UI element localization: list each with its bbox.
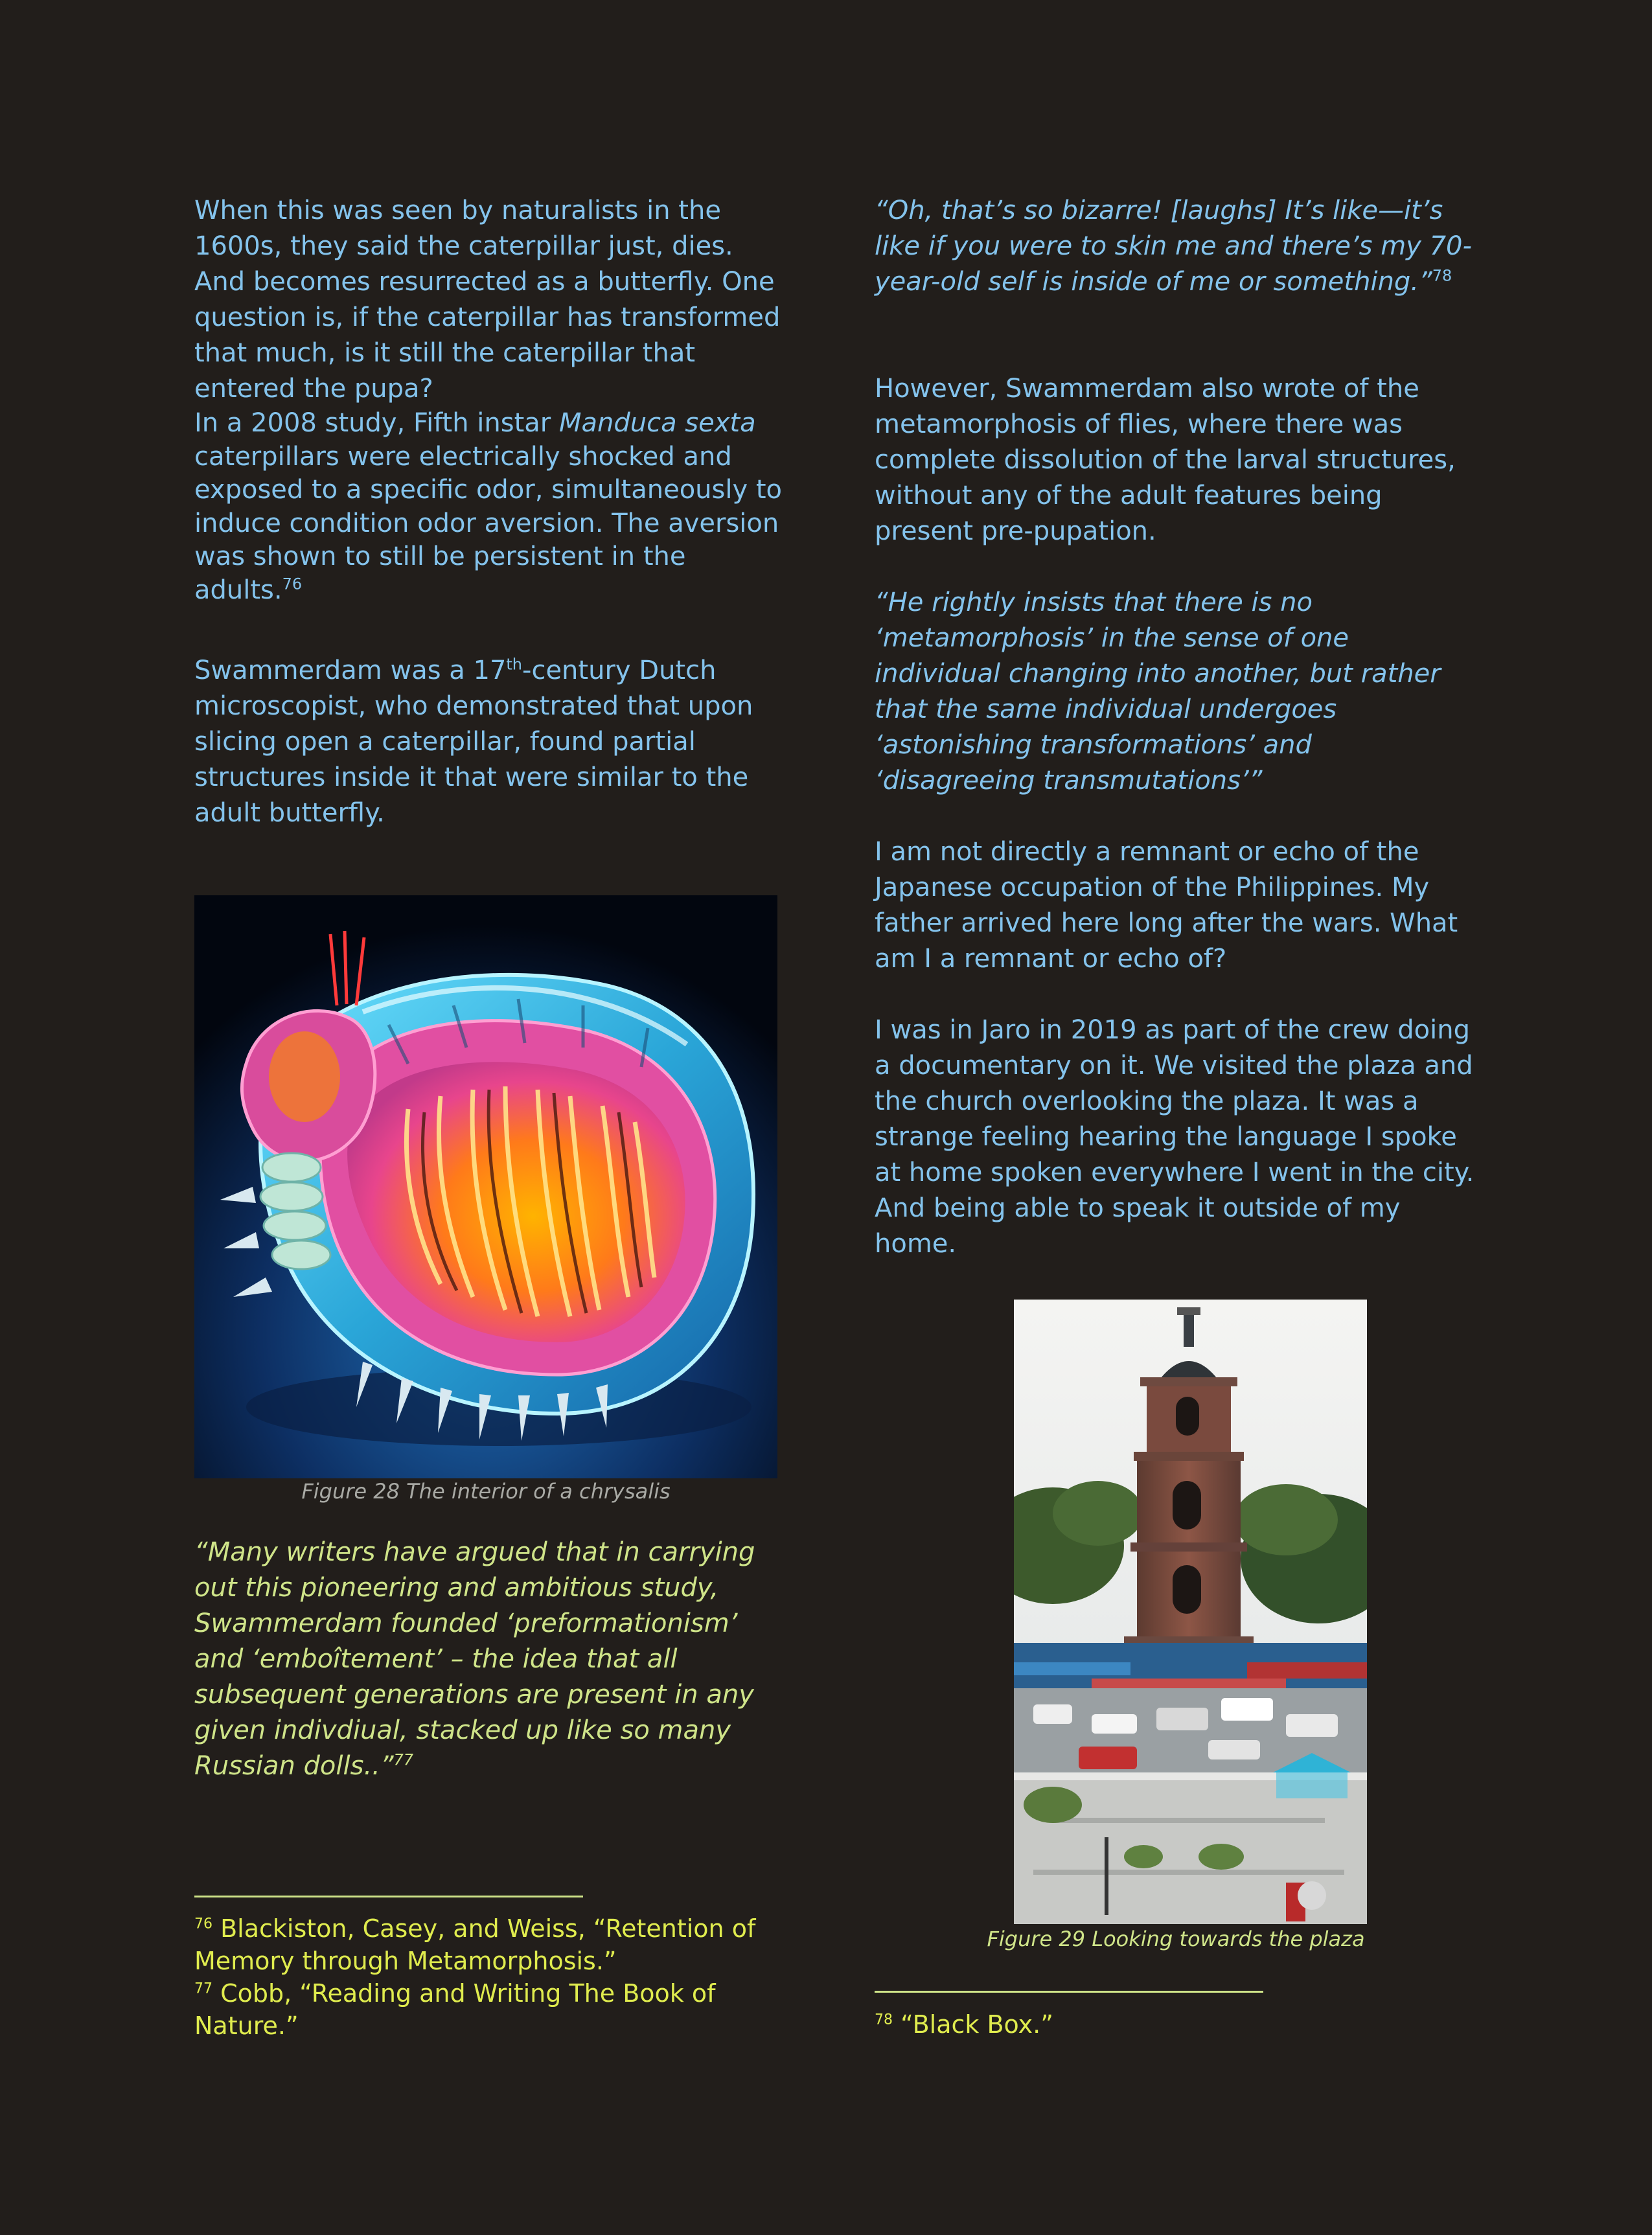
study-text-end: caterpillars were electrically shocked and exposed to a specific odor, simultaneously to induce condition odor aversion. The aversion was shown to still be persistent in the adults. bbox=[194, 441, 783, 605]
quote-preformationism-text: “Many writers have argued that in carrying out this pioneering and ambitious study, Swammerdam founded ‘preformationism’ and ‘emboîtement’ – the idea that all subsequent generations are present in any given indivdiual, stacked up like so many Russian dolls..” bbox=[194, 1537, 755, 1781]
right-column bbox=[875, 193, 1477, 1262]
footnote-divider-right bbox=[875, 1991, 1263, 1993]
footnote-76-number: 76 bbox=[194, 1916, 212, 1932]
quote-transformations: “He rightly insists that there is no ‘metamorphosis’ in the sense of one individual changing into another, but rather that the same individual undergoes ‘astonishing transformations’ and ‘disagreeing transmutations’” bbox=[875, 588, 1441, 796]
footnote-76-text: Blackiston, Casey, and Weiss, “Retention of Memory through Metamorphosis.” bbox=[194, 1914, 756, 1975]
footnote-78 bbox=[875, 2008, 1477, 2041]
footnote-77 bbox=[194, 1977, 790, 2042]
paragraph-remnant: I am not directly a remnant or echo of the Japanese occupation of the Philippines. My father arrived here long after the wars. What am I a remnant or echo of? bbox=[875, 837, 1458, 974]
chrysalis-image bbox=[194, 895, 777, 1478]
quote-bizarre bbox=[875, 193, 1477, 371]
footnote-77-number: 77 bbox=[194, 1980, 212, 1997]
footnote-76 bbox=[194, 1912, 790, 1977]
ordinal-suffix: th bbox=[506, 655, 523, 674]
footnote-78-number: 78 bbox=[875, 2012, 893, 2028]
bell-tower-photo bbox=[1014, 1300, 1367, 1924]
study-text-start: In a 2008 study, Fifth instar bbox=[194, 408, 559, 438]
species-name: Manduca sexta bbox=[558, 408, 756, 438]
swammerdam-text-start: Swammerdam was a 17 bbox=[194, 656, 507, 685]
swammerdam-text-end: -century Dutch microscopist, who demonstrated that upon slicing open a caterpillar, found partial structures inside it that were similar to the adult butterfly. bbox=[194, 656, 753, 828]
footnote-ref-76: 76 bbox=[282, 575, 303, 593]
paragraph-2008-study bbox=[194, 407, 790, 653]
footnote-ref-78: 78 bbox=[1432, 266, 1452, 285]
figure-28-caption: Figure 28 The interior of a chrysalis bbox=[301, 1479, 671, 1504]
paragraph-flies: However, Swammerdam also wrote of the metamorphosis of flies, where there was complete dissolution of the larval structures, without any of the adult features being present pre-pupation. bbox=[875, 374, 1456, 546]
paragraph-naturalists: When this was seen by naturalists in the 1600s, they said the caterpillar just, dies. And becomes resurrected as a butterfly. One question is, if the caterpillar has transformed that much, is it still the caterpillar that entered the pupa? bbox=[194, 196, 781, 404]
footnote-divider-left bbox=[194, 1896, 583, 1897]
footnote-77-text: Cobb, “Reading and Writing The Book of Nature.” bbox=[194, 1979, 716, 2040]
footnote-ref-77: 77 bbox=[393, 1750, 414, 1769]
paragraph-swammerdam bbox=[194, 653, 790, 831]
quote-preformationism bbox=[194, 1535, 790, 1784]
figure-29-caption: Figure 29 Looking towards the plaza bbox=[987, 1927, 1365, 1951]
left-column bbox=[194, 193, 790, 831]
paragraph-jaro: I was in Jaro in 2019 as part of the crew doing a documentary on it. We visited the plaza and the church overlooking the plaza. It was a strange feeling hearing the language I spoke at home spoken everywhere I went in the city. And being able to speak it outside of my home. bbox=[875, 1015, 1474, 1259]
footnotes-left bbox=[194, 1912, 790, 2042]
footnote-78-text: “Black Box.” bbox=[893, 2010, 1053, 2039]
quote-bizarre-text: “Oh, that’s so bizarre! [laughs] It’s like—it’s like if you were to skin me and there’s my 70-year-old self is inside of me or something.” bbox=[875, 196, 1472, 297]
